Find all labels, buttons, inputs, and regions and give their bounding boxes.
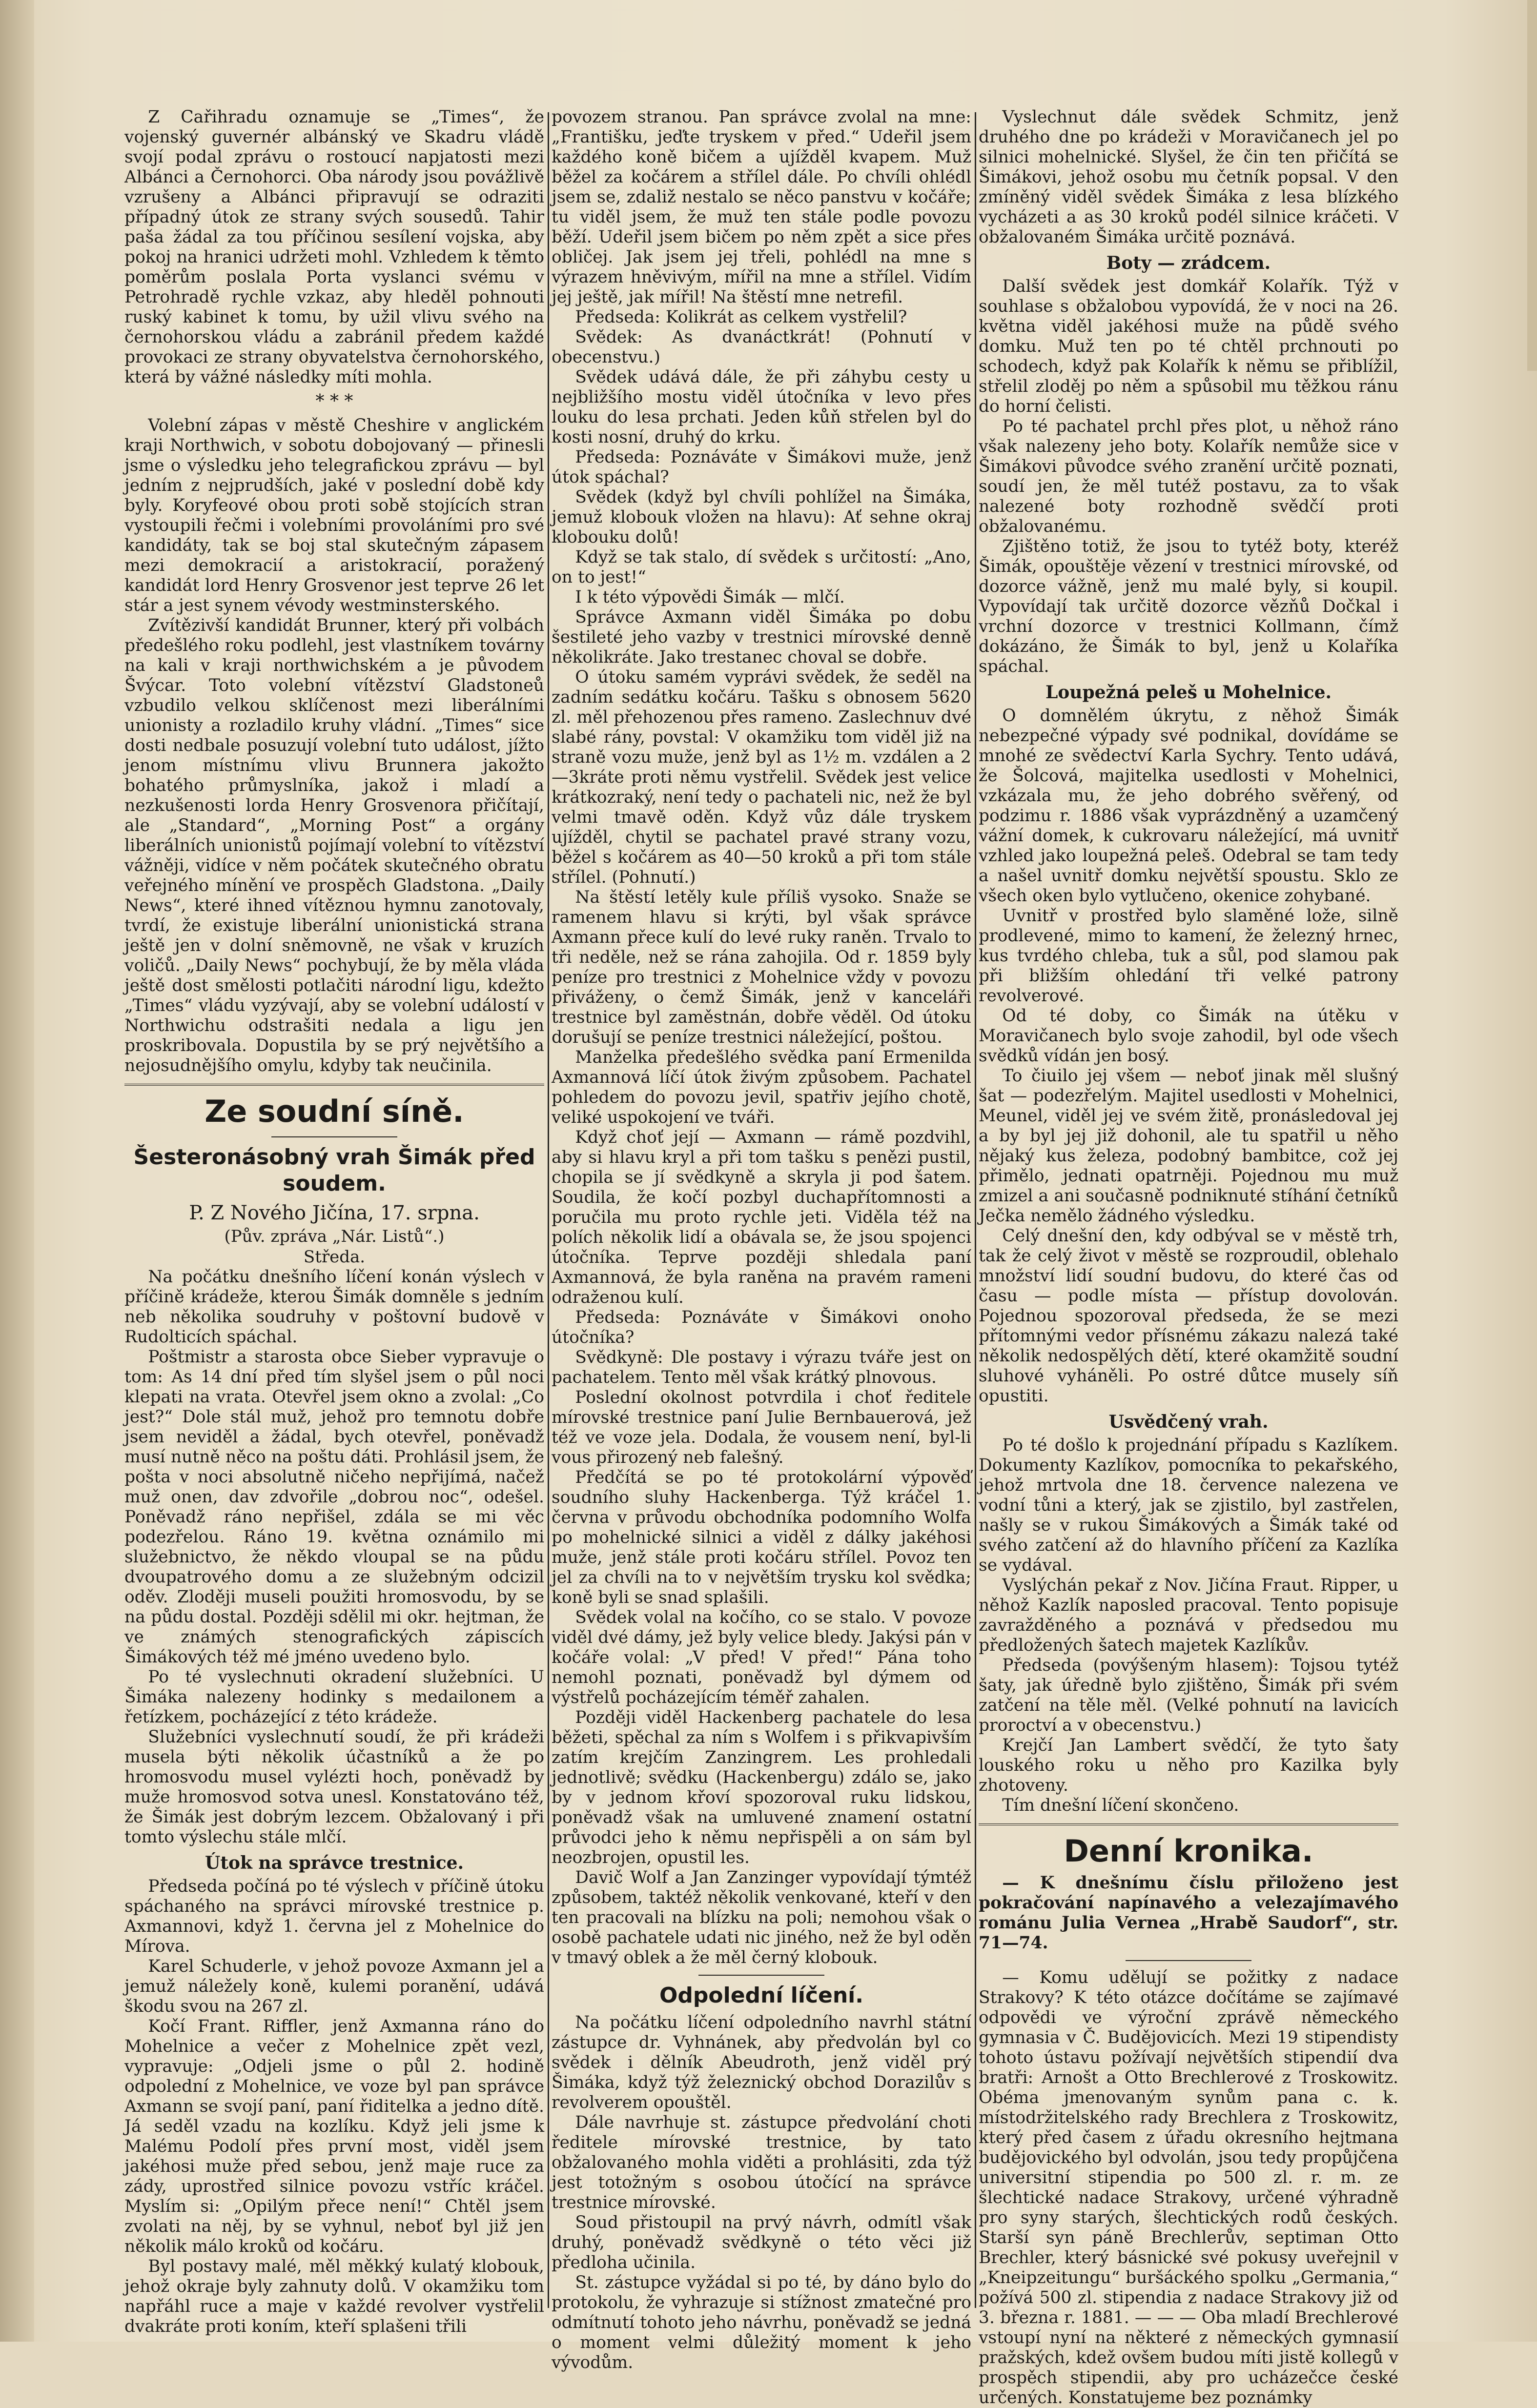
paragraph: St. zástupce vyžádal si po té, by dáno bylo do protokolu, že vyhrazuje si stížnost zmatečné pro odmítnutí tohoto jeho návrhu, poněvadž se jedná o moment velmi důležitý moment k jeho vývodům.	[552, 2273, 971, 2372]
paragraph: Svědkyně: Dle postavy i výrazu tváře jest on pachatelem. Tento měl však krátký plnovous.	[552, 1348, 971, 1387]
paragraph: Předseda: Poznáváte v Šimákovi muže, jenž útok spáchal?	[552, 447, 971, 487]
paragraph: Svědek udává dále, že při záhybu cesty u nejbližšího mostu viděl útočníka v levo přes louku do lesa prchati. Jeden kůň střelen byl do kosti nosní, druhý do krku.	[552, 367, 971, 447]
paragraph: Na štěstí letěly kule příliš vysoko. Snaže se ramenem hlavu si krýti, byl však správce Axmann přece kulí do levé ruky raněn. Trvalo to tři neděle, než se rána zahojila. Od r. 1859 byly peníze pro trestnici z Mohelnice vždy v povozu přiváženy, o čemž Šimák, jenž v kanceláři trestnice byl zaměstnán, dobře věděl. Od útoku dorušují se peníze trestnici náležející, poštou.	[552, 888, 971, 1047]
subsection-heading: Usvědčený vrah.	[1108, 1412, 1269, 1432]
paragraph: Byl postavy malé, měl měkký kulatý klobouk, jehož okraje byly zahnuty dolů. V okamžiku tom napřáhl ruce a maje v každé revolver vystřelil dvakráte proti koním, kteří splašeni třili	[124, 2257, 544, 2336]
paragraph: Předseda: Kolikrát as celkem vystřelil?	[575, 307, 907, 327]
paragraph: Dále navrhuje st. zástupce předvolání choti ředitele mírovské trestnice, by tato obžalovaného mohla viděti a prohlásiti, zda týž jest totožným s osobou útočící na správce trestnice mírovské.	[552, 2113, 971, 2212]
paragraph: — Komu udělují se požitky z nadace Strakovy? K této otázce dočítáme se zajímavé odpovědi ve výroční zprávě německého gymnasia v Č. Budějovicích. Mezi 19 stipendisty tohoto ústavu požívají největších stipendií dva bratři: Arnošt a Otto Brechlerové z Troskowitz. Obéma jmenovaným synům pana c. k. místodržitelského rady Brechlera z Troskowitz, který před časem z úřadu okresního hejtmana budějovického byl odvolán, jsou tedy propůjčena universitní stipendia po 500 zl. r. m. ze šlechtické nadace Strakovy, určené výhradně pro syny starých, šlechtických rodů českých. Starší syn páně Brechlerův, septiman Otto Brechler, který básnické své pokusy uveřejnil v „Kneipzeitungu“ buršáckého spolku „Germania,“ požívá 500 zl. stipendia z nadace Strakovy již od 3. března r. 1881. — — — Oba mladí Brechlerové vstoupí nyní na některé z německých gymnasií pražských, kdež ovšem budou míti jistě kollegů v prospěch stipendii, aby pro ucházečce české určených. Konstatujeme bez poznámky	[979, 1968, 1398, 2408]
paragraph: Uvnitř v prostřed bylo slaměné lože, silně prodlevené, mimo to kamení, že železný hrnec, kus tvrdého chleba, tuk a sůl, pod slamou pak při bližším ohledání tři velké patrony revolverové.	[979, 906, 1398, 1006]
paragraph: Po té vyslechnuti okradení služebníci. U Šimáka nalezeny hodinky s medailonem a řetízkem, pocházející z této krádeže.	[124, 1667, 544, 1727]
section-divider	[979, 1823, 1398, 1825]
dateline: P. Z Nového Jičína, 17. srpna.	[189, 1202, 480, 1224]
paragraph: Karel Schuderle, v jehož povoze Axmann jel a jemuž náležely koně, kulemi poranění, udává škodu svou na 267 zl.	[124, 1957, 544, 2016]
paragraph: Soud přistoupil na prvý návrh, odmítl však druhý, poněvadž svědkyně o této věci již předloha učinila.	[552, 2213, 971, 2272]
paragraph: Služebníci vyslechnutí soudí, že při krádeži musela býti několik účastníků a že po hromosvodu musel vylézti hoch, poněvadž by muže hromosvod sotva unesl. Konstatováno též, že Šimák jest dobrým lezcem. Obžalovaný i při tomto výslechu stále mlčí.	[124, 1727, 544, 1847]
short-divider	[698, 1975, 824, 1976]
section-separator-stars: * * *	[315, 391, 353, 411]
paragraph: Na počátku líčení odpoledního navrhl státní zástupce dr. Vyhnánek, aby předvolán byl co svědek i dělník Abeudroth, jenž viděl prý Šimáka, když týž železnický obchod Dorazilův s revolverem opouštěl.	[552, 2013, 971, 2112]
source-note: (Pův. zpráva „Nár. Listů“.)	[224, 1227, 445, 1246]
paragraph: Předseda: Poznáváte v Šimákovi onoho útočníka?	[552, 1308, 971, 1347]
paragraph: Tím dnešní líčení skončeno.	[1002, 1796, 1239, 1815]
paragraph: Volební zápas v městě Cheshire v anglickém kraji Northwich, v sobotu dobojovaný — přinesli jsme o výsledku jeho telegrafickou zprávu — byl jedním z nejprudších, jaké v poslední době kdy byly. Koryfeové obou proti sobě stojících stran vystoupili řečmi i volebními provoláními pro své kandidáty, tak se boj stal skutečným zápasem mezi demokracií a aristokracií, poražený kandidát lord Henry Grosvenor jest teprve 26 let stár a jest synem vévody westminsterského.	[124, 416, 544, 615]
subsection-heading: Odpolední líčení.	[659, 1983, 863, 2008]
page-binding-edge	[0, 0, 34, 2342]
paragraph: Davič Wolf a Jan Zanzinger vypovídají týmtéž způsobem, taktéž několik venkované, kteří v den ten pracovali na blízku na poli; nemohou však o osobě pachatele udati nic jiného, než že byl oděn v tmavý oblek a že měl černý klobouk.	[552, 1868, 971, 1967]
paragraph: Celý dnešní den, kdy odbýval se v městě trh, tak že celý život v městě se rozproudil, oblehalo množství lidí soudní budovu, do které čas od času — podle místa — přístup dovolován. Pojednou spozoroval předseda, že se mezi přítomnými vedor přísnému zákazu nalezá také několik nedospělých dětí, které okamžitě soudní sluhové vyháněli. Po ostré důtce musely síň opustiti.	[979, 1226, 1398, 1406]
paragraph: Vyslechnut dále svědek Schmitz, jenž druhého dne po krádeži v Moravičanech jel po silnici mohelnické. Slyšel, že čin ten přičítá se Šimákovi, jehož osobu mu četník popsal. V den zmíněný viděl svědek Šimáka z lesa blízkého vycházeti a as 30 kroků podél silnice kráčeti. V obžalovaném Šimáka určitě poznává.	[979, 107, 1398, 247]
paragraph: I k této výpovědi Šimák — mlčí.	[575, 587, 845, 607]
subsection-heading: Loupežná peleš u Mohelnice.	[1045, 682, 1332, 703]
paragraph: O domnělém úkrytu, z něhož Šimák nebezpečné výpady své podnikal, dovídáme se mnohé ze svědectví Karla Sychry. Tento udává, že Šolcová, majitelka usedlosti v Mohelnici, vzkázala mu, že jeho dobrého svěřený, od podzimu r. 1886 však vyprázdněný a uzamčený vážní domek, k cukrovaru náležející, má uvnitř vzhled jako loupežná peleš. Odebral se tam tedy a našel uvnitř domku největší spoustu. Sklo ze všech oken bylo vytlučeno, okenice zohybané.	[979, 706, 1398, 906]
paragraph: Správce Axmann viděl Šimáka po dobu šestileté jeho vazby v trestnici mírovské denně několikráte. Jako trestanec choval se dobře.	[552, 607, 971, 667]
paragraph: Manželka předešlého svědka paní Ermenilda Axmannová líčí útok živým způsobem. Pachatel pohledem do povozu jevil, spatřiv jejího chotě, veliké uspokojení ve tváři.	[552, 1048, 971, 1127]
paragraph: Od té doby, co Šimák na útěku v Moravičanech bylo svoje zahodil, byl ode všech svědků vídán jen bosý.	[979, 1006, 1398, 1066]
paragraph: Poštmistr a starosta obce Sieber vypravuje o tom: As 14 dní před tím slyšel jsem o půl noci klepati na vrata. Otevřel jsem okno a zvolal: „Co jest?“ Dole stál muž, jehož pro temnotu dobře jsem neviděl a žádal, bych otevřel, poněvadž musí nutně něco na poštu dáti. Prohlásil jsem, že pošta v noci absolutně ničeho nepřijímá, načež muž onen, dav zdvořile „dobrou noc“, odešel. Poněvadž ráno nepřišel, zdála se mi věc podezřelou. Ráno 19. května oznámilo mi služebnictvo, že někdo vloupal se na půdu dvoupatrového domu a ze služebným odcizil oděv. Zloději museli použiti hromosvodu, by se na půdu dostal. Později sdělil mi okr. hejtman, že ve známých stenografických zápiscích Šimákových též mé jméno uvedeno bylo.	[124, 1347, 544, 1667]
paragraph: Svědek (když byl chvíli pohlížel na Šimáka, jemuž klobouk vložen na hlavu): Ať sehne okraj klobouku dolů!	[552, 487, 971, 547]
column-2	[552, 107, 971, 2372]
column-divider	[548, 112, 549, 2308]
column-divider	[975, 112, 976, 2308]
paragraph: Předseda (povýšeným hlasem): Tojsou tytéž šaty, jak úředně bylo zjištěno, Šimák při svém zatčení na těle měl. (Velké pohnutí na lavicích proroctví a v obecenstvu.)	[979, 1656, 1398, 1735]
section-title: Ze soudní síně.	[205, 1093, 464, 1129]
paragraph: Krejčí Jan Lambert svědčí, že tyto šaty louského roku u něho pro Kazilka byly zhotoveny.	[979, 1736, 1398, 1795]
paragraph: Po té došlo k projednání případu s Kazlíkem. Dokumenty Kazlíkov, pomocníka to pekařského, jehož mrtvola dne 18. července nalezena ve vodní tůni a který, jak se zjistilo, byl zastřelen, našly se v rukou Šimákových a Šimák také od svého zatčení až do hlavního příčení za Kazlíka se vydával.	[979, 1436, 1398, 1575]
article-title: Šesteronásobný vrah Šimák před soudem.	[133, 1145, 535, 1196]
day-heading: Středa.	[303, 1247, 366, 1267]
paragraph: Svědek: As dvanáctkrát! (Pohnutí v obecenstvu.)	[552, 327, 971, 367]
paragraph: Když se tak stalo, dí svědek s určitostí: „Ano, on to jest!“	[552, 547, 971, 587]
paragraph: Zjištěno totiž, že jsou to tytéž boty, kteréž Šimák, opouštěje vězení v trestnici mírovské, od dozorce vážně, jenž mu malé byly, si koupil. Vypovídají tak určitě dozorce vězňů Dočkal i vrchní dozorce v trestnici Kollmann, čímž dokázáno, že Šimák to byl, jenž u Kolaříka spáchal.	[979, 537, 1398, 676]
short-divider	[1126, 1960, 1251, 1961]
paragraph: Vyslýchán pekař z Nov. Jičína Fraut. Ripper, u něhož Kazlík naposled pracoval. Tento popisuje zavražděného a poznává v předsedou mu předložených šatech majetek Kazlíkův.	[979, 1576, 1398, 1655]
paragraph: Poslední okolnost potvrdila i choť ředitele mírovské trestnice paní Julie Bernbauerová, jež též ve voze jela. Dodala, že vousem není, byl-li vous přirozený neb falešný.	[552, 1388, 971, 1467]
section-title: Denní kronika.	[1064, 1833, 1313, 1869]
subsection-heading: Útok na správce trestnice.	[205, 1853, 464, 1873]
paragraph: Později viděl Hackenberg pachatele do lesa běžeti, spěchal za ním s Wolfem i s přikvapivším zatím krejčím Zanzingrem. Les prohledali jednotlivě; svědku (Hackenbergu) zdálo se, jako by v jednom křoví spozoroval ruku lidskou, poněvadž však na umluvené znamení ostatní průvodci jeho k němu nepřispěli a on sám byl neozbrojen, opustil les.	[552, 1708, 971, 1867]
paragraph: Předčítá se po té protokolární výpověď soudního sluhy Hackenberga. Týž kráčel 1. června v průvodu obchodníka podomního Wolfa po mohelnické silnici a viděl z dálky jakéhosi muže, jenž stále proti kočáru střílel. Povoz ten jel za chvíli na to v největším trysku kol svědka; koně byli se snad splašili.	[552, 1468, 971, 1607]
paragraph: Předseda počíná po té výslech v příčině útoku spáchaného na správci mírovské trestnice p. Axmannovi, když 1. června jel z Mohelnice do Mírova.	[124, 1877, 544, 1956]
paragraph: povozem stranou. Pan správce zvolal na mne: „Františku, jeďte tryskem v před.“ Udeřil jsem každého koně bičem a ujížděl kvapem. Muž běžel za kočárem a střílel dále. Po chvíli ohlédl jsem se, zdaliž nestalo se něco panstvu v kočáře; tu viděl jsem, že muž ten stále podle povozu běží. Udeřil jsem bičem po něm zpět a sice přes obličej. Jak jsem jej třeli, pohlédl na mne s výrazem hněvivým, mířil na mne a střílel. Vidím jej ještě, jak mířil! Na štěstí mne netrefil.	[552, 107, 971, 307]
paragraph: To čiuilo jej všem — neboť jinak měl slušný šat — podezřelým. Majitel usedlosti v Mohelnici, Meunel, viděl jej ve svém žitě, pronásledoval jej a by byl jej již dohonil, ale tu spatřil u něho nějaký kus železa, podobný bambitce, což jej přimělo, jednati opatrněji. Pojednou mu muž zmizel a ani současně podniknuté stíhání četníků Ječka nemělo žádného výsledku.	[979, 1066, 1398, 1226]
paragraph: Kočí Frant. Riffler, jenž Axmanna ráno do Mohelnice a večer z Mohelnice zpět vezl, vypravuje: „Odjeli jsme o půl 2. hodině odpolední z Mohelnice, ve voze byl pan správce Axmann se svojí paní, paní řiditelka a jedno dítě. Já seděl vzadu na kozlíku. Když jeli jsme k Malému Podolí přes první most, viděl jsem jakéhosi muže před sebou, jenž maje ruce za zády, uprostřed silnice povozu vstříc kráčel. Myslím si: „Opilým přece není!“ Chtěl jsem zvolati na něj, by se vyhnul, neboť byl již jen několik málo kroků od kočáru.	[124, 2017, 544, 2256]
column-3	[979, 107, 1398, 2408]
paragraph: Z Cařihradu oznamuje se „Times“, že vojenský guvernér albánský ve Skadru vládě svojí podal zprávu o rostoucí napjatosti mezi Albánci a Černohorci. Oba národy jsou povážlivě vzrušeny a Albánci připravují se odraziti případný útok ze strany svých sousedů. Tahir paša žádal za tou příčinou sesílení vojska, aby pokoj na hranici udržeti mohl. Vzhledem k těmto poměrům poslala Porta vyslanci svému v Petrohradě rychle vzkaz, aby hleděl pohnouti ruský kabinet k tomu, by užil vlivu svého na černohorskou vládu a zabránil předem každé provokaci ze strany obyvatelstva černohorského, která by vážné následky míti mohla.	[124, 107, 544, 387]
paragraph: Další svědek jest domkář Kolařík. Týž v souhlase s obžalobou vypovídá, že v noci na 26. května viděl jakéhosi muže na půdě svého domku. Muž ten po té chtěl prchnouti po schodech, když pak Kolařík k němu se přiblížil, střelil zloděj po něm a spůsobil mu těžkou ránu do horní čelisti.	[979, 277, 1398, 416]
subsection-heading: Boty — zrádcem.	[1106, 253, 1271, 273]
section-divider	[124, 1084, 544, 1086]
paragraph: Po té pachatel prchl přes plot, u něhož ráno však nalezeny jeho boty. Kolařík nemůže sice v Šimákovi původce svého zranění určitě poznati, soudí jen, že měl tutéž postavu, za to však nalezené boty rozhodně svědčí proti obžalovanému.	[979, 417, 1398, 536]
lead-paragraph: — K dnešnímu číslu přiloženo jest pokračování napínavého a velezajímavého románu Julia Vernea „Hrabě Saudorf“, str. 71—74.	[979, 1873, 1398, 1953]
column-1	[124, 107, 544, 2336]
paragraph: Když choť její — Axmann — rámě pozdvihl, aby si hlavu kryl a při tom tašku s penězi pustil, chopila se jí svědkyně a skryla ji pod šatem. Soudila, že kočí pozbyl duchapřítomnosti a poručila mu proto rychle jeti. Viděla též na polích několik lidí a obávala se, že jsou spojenci útočníka. Teprve později shledala paní Axmannová, že byla raněna na pravém rameni odraženou kulí.	[552, 1128, 971, 1307]
paragraph: Na počátku dnešního líčení konán výslech v příčině krádeže, kterou Šimák domněle s jedním neb několika soudruhy v poštovní budově v Rudolticích spáchal.	[124, 1267, 544, 1347]
short-divider	[271, 1136, 397, 1137]
paragraph: O útoku samém vyprávi svědek, že seděl na zadním sedátku kočáru. Tašku s obnosem 5620 zl. měl přehozenou přes rameno. Zaslechnuv dvé slabé rány, povstal: V okamžiku tom viděl již na straně vozu muže, jenž byl as 1½ m. vzdálen a 2—3kráte proti němu vystřelil. Svědek jest velice krátkozraký, není tedy o pachateli nic, než že byl velmi tmavě oděn. Když vůz dále tryskem ujížděl, chytil se pachatel pravé strany vozu, běžel s kočárem as 40—50 kroků a při tom stále střílel. (Pohnutí.)	[552, 668, 971, 887]
paragraph: Svědek volal na kočího, co se stalo. V povoze viděl dvé dámy, jež byly velice bledy. Jakýsi pán v kočáře volal: „V před! V před!“ Pána toho nemohl poznati, poněvadž byl dýmem od výstřelů pocházejícím téměř zahalen.	[552, 1608, 971, 1707]
paragraph: Zvítězivší kandidát Brunner, který při volbách předešlého roku podlehl, jest vlastníkem továrny na kali v kraji northwichském a je původem Švýcar. Toto volební vítězství Gladstoneů vzbudilo velkou sklíčenost mezi liberálními unionisty a rozladilo kruhy vládní. „Times“ sice dosti nedbale posuzují volební tuto událost, jížto jenom místnímu vlivu Brunnera jakožto bohatého průmyslníka, jakož i mladí a nezkušenosti lorda Henry Grosvenora přičítají, ale „Standard“, „Morning Post“ a orgány liberálních unionistů pojímají volební to vítězství vážněji, vidíce v něm počátek skutečného obratu veřejného mínění ve prospěch Gladstona. „Daily News“, které ihned vítěznou hymnu zanotovaly, tvrdí, že existuje liberální unionistická strana ještě jen v dolní sněmovně, ne však v kruzích voličů. „Daily News“ pochybují, že by měla vláda ještě dost smělosti potlačiti národní ligu, kdežto „Times“ vládu vyzývají, aby se volební událostí v Northwichu odstrašiti nedala a ligu jen proskribovala. Dopustila by se prý největšího a nejosudnějšího omylu, kdyby tak neučinila.	[124, 616, 544, 1075]
page-edge-shadow	[1527, 0, 1537, 371]
